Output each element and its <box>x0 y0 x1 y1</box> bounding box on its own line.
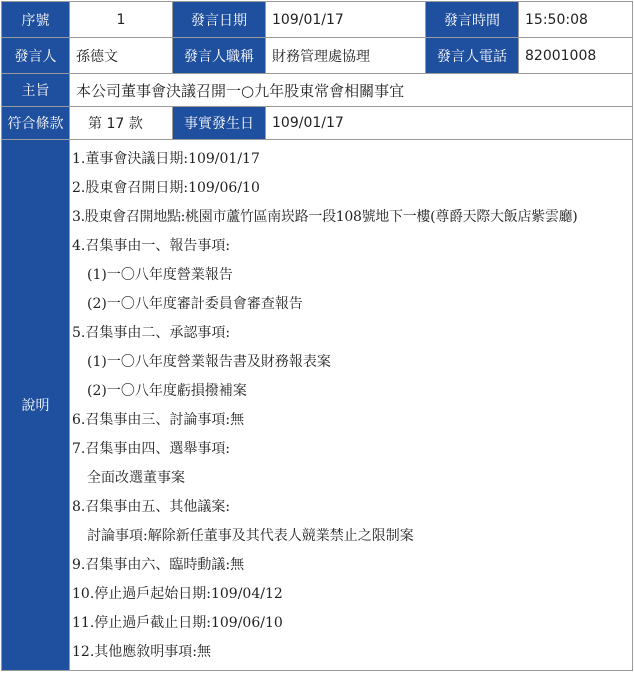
event-date-label: 事實發生日 <box>173 107 266 140</box>
subject-value: 本公司董事會決議召開一○九年股東常會相關事宜 <box>70 74 633 107</box>
description-row <box>2 140 633 671</box>
description-line: 3.股東會召開地點:桃園市蘆竹區南崁路一段108號地下一樓(尊爵天際大飯店紫雲廳) <box>72 209 578 225</box>
description-line: (2)一〇八年度審計委員會審查報告 <box>87 296 303 312</box>
description-line: (2)一〇八年度虧損撥補案 <box>87 383 247 399</box>
title-label: 發言人職稱 <box>173 38 266 74</box>
description-line: 6.召集事由三、討論事項:無 <box>72 412 245 428</box>
header-row-1 <box>2 2 633 38</box>
speaker-value: 孫德文 <box>70 38 173 74</box>
clause-value: 第 17 款 <box>70 107 173 140</box>
description-content <box>70 140 633 671</box>
date-label: 發言日期 <box>173 2 266 38</box>
clause-label: 符合條款 <box>2 107 70 140</box>
description-line: 5.召集事由二、承認事項: <box>72 325 231 341</box>
header-row-2 <box>2 38 633 74</box>
seq-label: 序號 <box>2 2 70 38</box>
description-label: 說明 <box>2 140 70 671</box>
description-line: 9.召集事由六、臨時動議:無 <box>72 557 245 573</box>
description-line: (1)一〇八年度營業報告 <box>87 267 233 283</box>
description-line: (1)一〇八年度營業報告書及財務報表案 <box>87 354 331 370</box>
subject-label: 主旨 <box>2 74 70 107</box>
description-line: 10.停止過戶起始日期:109/04/12 <box>72 586 283 602</box>
clause-row <box>2 107 633 140</box>
phone-value: 82001008 <box>519 38 633 74</box>
description-line: 11.停止過戶截止日期:109/06/10 <box>72 615 283 631</box>
description-line: 4.召集事由一、報告事項: <box>72 238 231 254</box>
description-line: 12.其他應敘明事項:無 <box>72 644 211 660</box>
title-value: 財務管理處協理 <box>266 38 426 74</box>
announcement-table <box>1 1 633 671</box>
description-line: 全面改選董事案 <box>87 470 185 486</box>
date-value: 109/01/17 <box>266 2 426 38</box>
description-line: 8.召集事由五、其他議案: <box>72 499 231 515</box>
seq-value: 1 <box>70 2 173 38</box>
description-line: 2.股東會召開日期:109/06/10 <box>72 180 260 196</box>
speaker-label: 發言人 <box>2 38 70 74</box>
time-label: 發言時間 <box>426 2 519 38</box>
phone-label: 發言人電話 <box>426 38 519 74</box>
description-line: 討論事項:解除新任董事及其代表人競業禁止之限制案 <box>87 528 414 544</box>
time-value: 15:50:08 <box>519 2 633 38</box>
description-line: 7.召集事由四、選舉事項: <box>72 441 231 457</box>
subject-row <box>2 74 633 107</box>
description-line: 1.董事會決議日期:109/01/17 <box>72 151 260 167</box>
event-date-value: 109/01/17 <box>266 107 633 140</box>
